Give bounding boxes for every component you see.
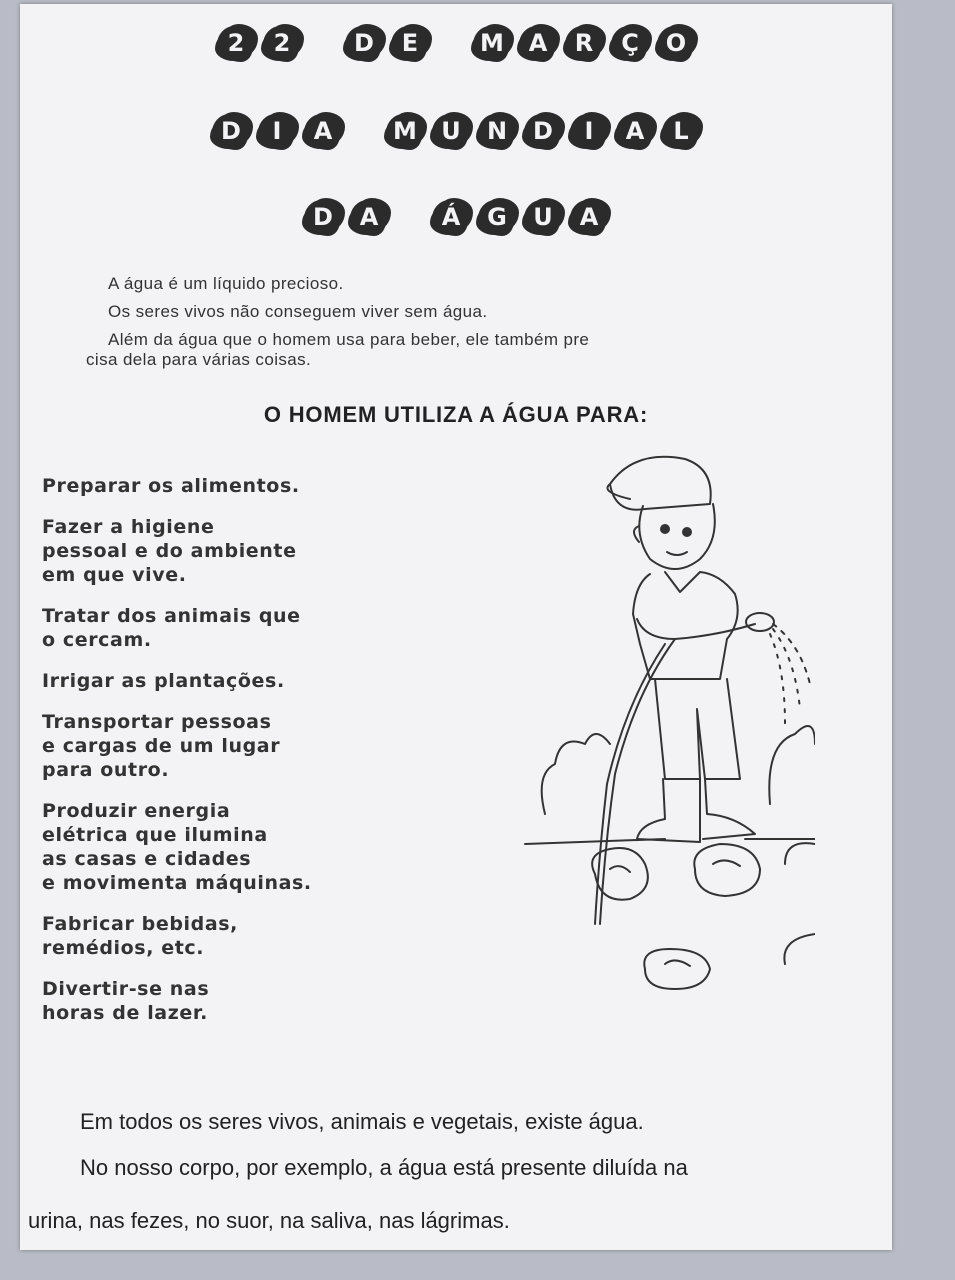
- title-word: [217, 26, 301, 60]
- title-word: [345, 26, 429, 60]
- use-item-line: Preparar os alimentos.: [42, 475, 300, 497]
- ink-blot-letter: D: [304, 200, 342, 234]
- title-line-1: [20, 26, 892, 60]
- use-item-line: e cargas de um lugar: [42, 735, 281, 757]
- intro-text: [86, 274, 886, 370]
- ink-blot-letter: E: [391, 26, 429, 60]
- use-item: [42, 710, 522, 782]
- intro-paragraph-2: Os seres vivos não conseguem viver sem água.: [108, 302, 488, 321]
- use-item-line: em que vive.: [42, 564, 187, 586]
- uses-list: [42, 474, 522, 1042]
- use-item-line: Divertir-se nas: [42, 978, 210, 1000]
- use-item: [42, 799, 522, 895]
- ink-blot-letter: A: [304, 114, 342, 148]
- intro-paragraph-1: A água é um líquido precioso.: [108, 274, 344, 293]
- use-item-line: e movimenta máquinas.: [42, 872, 312, 894]
- section-heading: O HOMEM UTILIZA A ÁGUA PARA:: [263, 402, 649, 427]
- ink-blot-letter: I: [570, 114, 608, 148]
- closing-paragraph-2a: No nosso corpo, por exemplo, a água está presente diluída na: [80, 1155, 688, 1180]
- ink-blot-letter: D: [212, 114, 250, 148]
- ink-blot-letter: U: [524, 200, 562, 234]
- closing-text-continued: [28, 1208, 838, 1234]
- use-item-line: Fabricar bebidas,: [42, 913, 238, 935]
- ink-blot-letter: O: [657, 26, 695, 60]
- ink-blot-letter: G: [478, 200, 516, 234]
- closing-text: [80, 1109, 890, 1181]
- ink-blot-letter: A: [570, 200, 608, 234]
- ink-blot-letter: N: [478, 114, 516, 148]
- use-item-line: Produzir energia: [42, 800, 231, 822]
- title-line-3: [20, 200, 892, 234]
- use-item-line: horas de lazer.: [42, 1002, 208, 1024]
- use-item: [42, 474, 522, 498]
- intro-paragraph-3b: cisa dela para várias coisas.: [86, 350, 312, 369]
- use-item-line: as casas e cidades: [42, 848, 252, 870]
- ink-blot-letter: D: [345, 26, 383, 60]
- closing-paragraph-2b: urina, nas fezes, no suor, na saliva, nas lágrimas.: [28, 1208, 510, 1233]
- title-word: [473, 26, 695, 60]
- ink-blot-letter: L: [662, 114, 700, 148]
- title-word: [386, 114, 700, 148]
- use-item: [42, 912, 522, 960]
- use-item-line: Irrigar as plantações.: [42, 670, 285, 692]
- ink-blot-letter: M: [386, 114, 424, 148]
- use-item: [42, 669, 522, 693]
- ink-blot-letter: A: [616, 114, 654, 148]
- boy-watering-garden-icon: [515, 444, 815, 1004]
- ink-blot-letter: R: [565, 26, 603, 60]
- ink-blot-letter: D: [524, 114, 562, 148]
- use-item-line: para outro.: [42, 759, 170, 781]
- use-item: [42, 515, 522, 587]
- ink-blot-letter: A: [350, 200, 388, 234]
- ink-blot-letter: M: [473, 26, 511, 60]
- title-word: [304, 200, 388, 234]
- title-word: [212, 114, 342, 148]
- ink-blot-letter: Ç: [611, 26, 649, 60]
- ink-blot-letter: Á: [432, 200, 470, 234]
- worksheet-page: [20, 4, 892, 1250]
- ink-blot-letter: I: [258, 114, 296, 148]
- ink-blot-letter: U: [432, 114, 470, 148]
- closing-paragraph-1: Em todos os seres vivos, animais e vegetais, existe água.: [80, 1109, 644, 1134]
- ink-blot-letter: 2: [263, 26, 301, 60]
- intro-paragraph-3a: Além da água que o homem usa para beber, ele também pre: [108, 330, 590, 349]
- ink-blot-letter: 2: [217, 26, 255, 60]
- use-item-line: remédios, etc.: [42, 937, 205, 959]
- use-item-line: pessoal e do ambiente: [42, 540, 297, 562]
- use-item-line: Fazer a higiene: [42, 516, 215, 538]
- title-line-2: [20, 114, 892, 148]
- use-item-line: elétrica que ilumina: [42, 824, 268, 846]
- title-word: [432, 200, 608, 234]
- ink-blot-letter: A: [519, 26, 557, 60]
- use-item-line: Transportar pessoas: [42, 711, 272, 733]
- use-item-line: Tratar dos animais que: [42, 605, 301, 627]
- use-item: [42, 604, 522, 652]
- use-item-line: o cercam.: [42, 629, 152, 651]
- use-item: [42, 977, 522, 1025]
